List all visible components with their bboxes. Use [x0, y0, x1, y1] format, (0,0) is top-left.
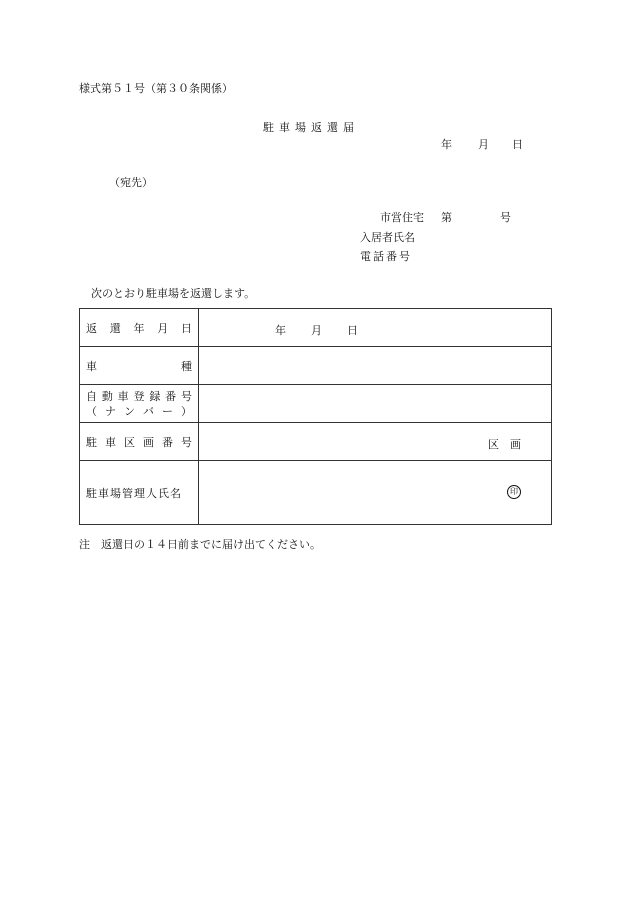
phone-number-label: 電話番号 — [360, 250, 412, 263]
return-date-year: 年 — [275, 324, 286, 337]
registration-sublabel — [86, 404, 192, 419]
label-char: 号 — [180, 389, 192, 403]
label-char: 車 — [117, 389, 129, 403]
label-char: バ — [143, 404, 154, 418]
parking-section-row — [80, 423, 552, 461]
label-char: 登 — [133, 389, 145, 403]
intro-text: 次のとおり駐車場を返還します。 — [91, 287, 256, 300]
label-char: ー — [162, 404, 173, 418]
manager-value-cell[interactable] — [199, 461, 552, 525]
addressee: （宛先） — [109, 176, 153, 189]
label-char: 月 — [157, 321, 169, 335]
car-type-value-cell[interactable] — [199, 347, 552, 385]
parking-section-value-cell[interactable] — [199, 423, 552, 461]
footnote: 注 返還日の１４日前までに届け出てください。 — [79, 538, 321, 551]
registration-label-cell — [80, 385, 199, 423]
seal-icon: 印 — [507, 485, 521, 499]
registration-label — [86, 389, 192, 404]
return-date-row — [80, 309, 552, 347]
manager-row — [80, 461, 552, 525]
label-char: 種 — [181, 359, 192, 373]
label-char: 画 — [143, 435, 154, 449]
submission-date-day: 日 — [512, 138, 523, 151]
housing-label: 市営住宅 — [380, 211, 424, 224]
return-form-table — [79, 308, 552, 525]
return-date-month: 月 — [311, 324, 322, 337]
submission-date-month: 月 — [478, 138, 489, 151]
label-char: 駐 — [86, 435, 97, 449]
label-char: 日 — [181, 321, 192, 335]
label-char: 車 — [105, 435, 116, 449]
label-char: 還 — [109, 321, 121, 335]
label-char: 番 — [165, 389, 177, 403]
housing-number-suffix: 号 — [500, 211, 511, 224]
label-char: 区 — [124, 435, 135, 449]
label-char: 自 — [86, 389, 97, 403]
return-date-label-cell — [80, 309, 199, 347]
resident-name-label: 入居者氏名 — [360, 231, 415, 244]
label-char: 動 — [101, 389, 113, 403]
label-char: 返 — [86, 321, 97, 335]
manager-label-cell — [80, 461, 199, 525]
form-title: 駐車場返還届 — [263, 121, 359, 134]
car-type-label-cell — [80, 347, 199, 385]
housing-number-prefix: 第 — [441, 211, 452, 224]
label-char: 録 — [149, 389, 161, 403]
parking-section-suffix: 区 画 — [488, 438, 521, 451]
car-type-label — [86, 358, 192, 374]
form-number: 様式第５１号（第３０条関係） — [79, 82, 233, 95]
label-char: ） — [181, 404, 192, 418]
return-date-day: 日 — [347, 324, 358, 337]
parking-section-label-cell — [80, 423, 199, 461]
label-char: （ — [86, 404, 97, 418]
label-char: ン — [124, 404, 135, 418]
label-char: ナ — [105, 404, 116, 418]
registration-value-cell[interactable] — [199, 385, 552, 423]
parking-section-label — [86, 434, 192, 450]
return-date-label — [86, 320, 192, 336]
manager-label: 駐車場管理人氏名 — [86, 486, 182, 500]
registration-row — [80, 385, 552, 423]
car-type-row — [80, 347, 552, 385]
label-char: 番 — [162, 435, 173, 449]
submission-date-year: 年 — [441, 138, 452, 151]
label-char: 年 — [133, 321, 145, 335]
label-char: 車 — [86, 359, 97, 373]
label-char: 号 — [181, 435, 192, 449]
return-date-value-cell[interactable] — [199, 309, 552, 347]
